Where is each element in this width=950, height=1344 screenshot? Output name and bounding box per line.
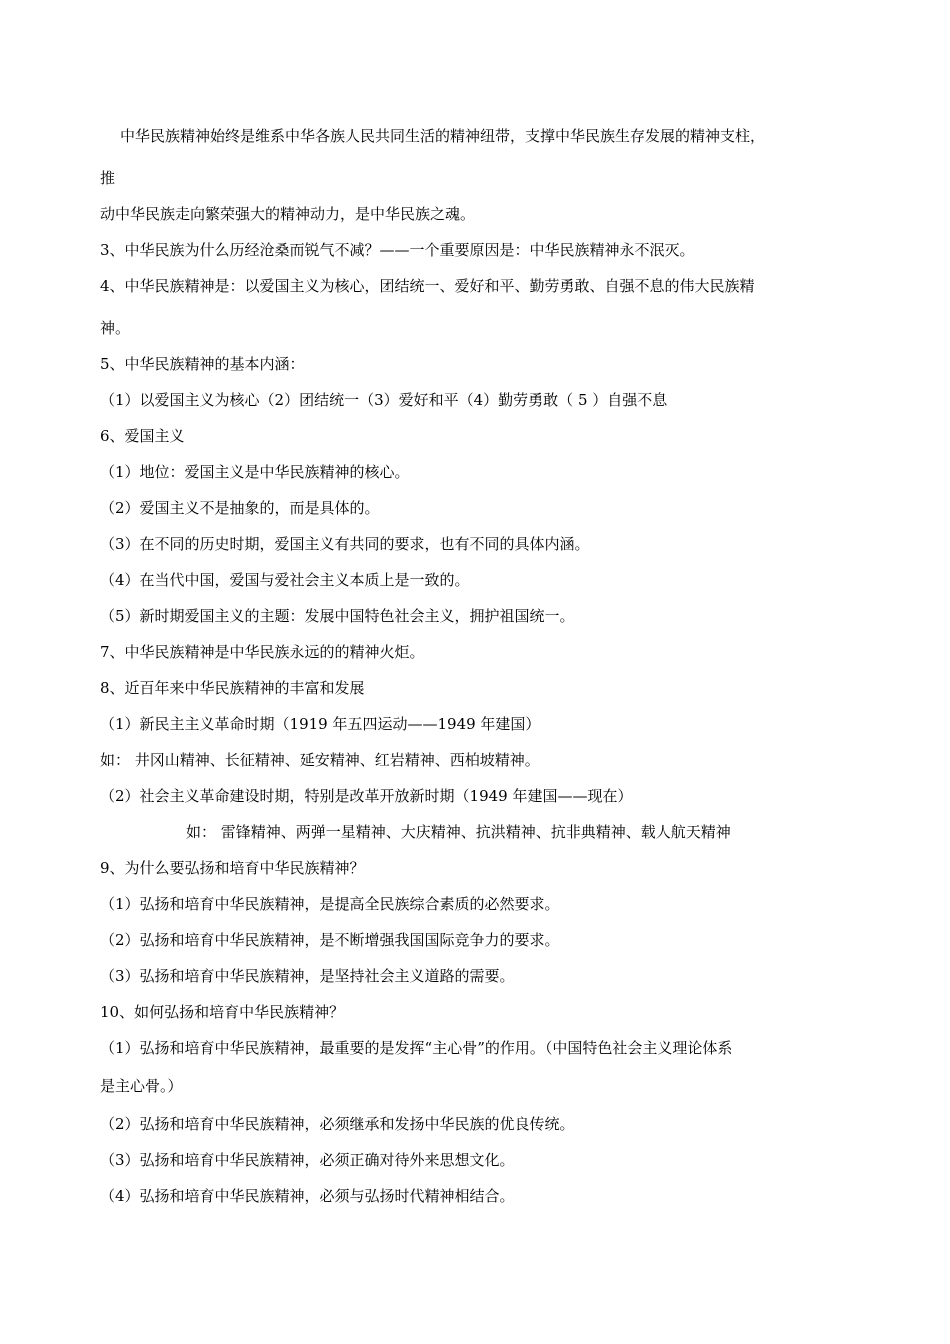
list-item: （3）在不同的历史时期，爱国主义有共同的要求，也有不同的具体内涵。 (100, 535, 590, 553)
list-item: （4）弘扬和培育中华民族精神，必须与弘扬时代精神相结合。 (100, 1187, 515, 1205)
list-item: （5）新时期爱国主义的主题：发展中国特色社会主义，拥护祖国统一。 (100, 607, 575, 625)
paragraph-line: 神。 (100, 319, 131, 337)
list-item: （2）社会主义革命建设时期，特别是改革开放新时期（1949 年建国——现在） (100, 787, 633, 805)
list-item: （1）弘扬和培育中华民族精神，是提高全民族综合素质的必然要求。 (100, 895, 560, 913)
example-line: 如： 井冈山精神、长征精神、延安精神、红岩精神、西柏坡精神。 (100, 751, 540, 769)
question-10: 10、如何弘扬和培育中华民族精神？ (100, 1003, 345, 1021)
question-3: 3、中华民族为什么历经沧桑而锐气不减？——一个重要原因是：中华民族精神永不泯灭。 (100, 241, 695, 259)
list-item: （1）新民主主义革命时期（1919 年五四运动——1949 年建国） (100, 715, 541, 733)
question-7: 7、中华民族精神是中华民族永远的的精神火炬。 (100, 643, 425, 661)
question-9: 9、为什么要弘扬和培育中华民族精神？ (100, 859, 365, 877)
list-item: （4）在当代中国，爱国与爱社会主义本质上是一致的。 (100, 571, 470, 589)
list-item: （3）弘扬和培育中华民族精神，必须正确对待外来思想文化。 (100, 1151, 515, 1169)
question-8: 8、近百年来中华民族精神的丰富和发展 (100, 679, 365, 697)
question-5: 5、中华民族精神的基本内涵： (100, 355, 305, 373)
list-item: （1）弘扬和培育中华民族精神，最重要的是发挥“主心骨”的作用。（中国特色社会主义理论体系 (100, 1039, 733, 1057)
paragraph-line: 中华民族精神始终是维系中华各族人民共同生活的精神纽带，支撑中华民族生存发展的精神支柱， (120, 127, 766, 145)
list-item: （2）弘扬和培育中华民族精神，必须继承和发扬中华民族的优良传统。 (100, 1115, 575, 1133)
question-6: 6、爱国主义 (100, 427, 185, 445)
list-item: （2）爱国主义不是抽象的，而是具体的。 (100, 499, 380, 517)
paragraph-line: 是主心骨。） (100, 1077, 183, 1095)
paragraph-line: 推 (100, 169, 116, 187)
list-item: （1）以爱国主义为核心（2）团结统一（3）爱好和平（4）勤劳勇敢（ 5 ）自强不息 (100, 391, 668, 409)
list-item: （1）地位：爱国主义是中华民族精神的核心。 (100, 463, 410, 481)
paragraph-line: 动中华民族走向繁荣强大的精神动力，是中华民族之魂。 (100, 205, 476, 223)
list-item: （3）弘扬和培育中华民族精神，是坚持社会主义道路的需要。 (100, 967, 515, 985)
list-item: （2）弘扬和培育中华民族精神，是不断增强我国国际竞争力的要求。 (100, 931, 560, 949)
question-4: 4、中华民族精神是：以爱国主义为核心，团结统一、爱好和平、勤劳勇敢、自强不息的伟大民族精 (100, 277, 755, 295)
example-line: 如： 雷锋精神、两弹一星精神、大庆精神、抗洪精神、抗非典精神、载人航天精神 (186, 823, 731, 841)
